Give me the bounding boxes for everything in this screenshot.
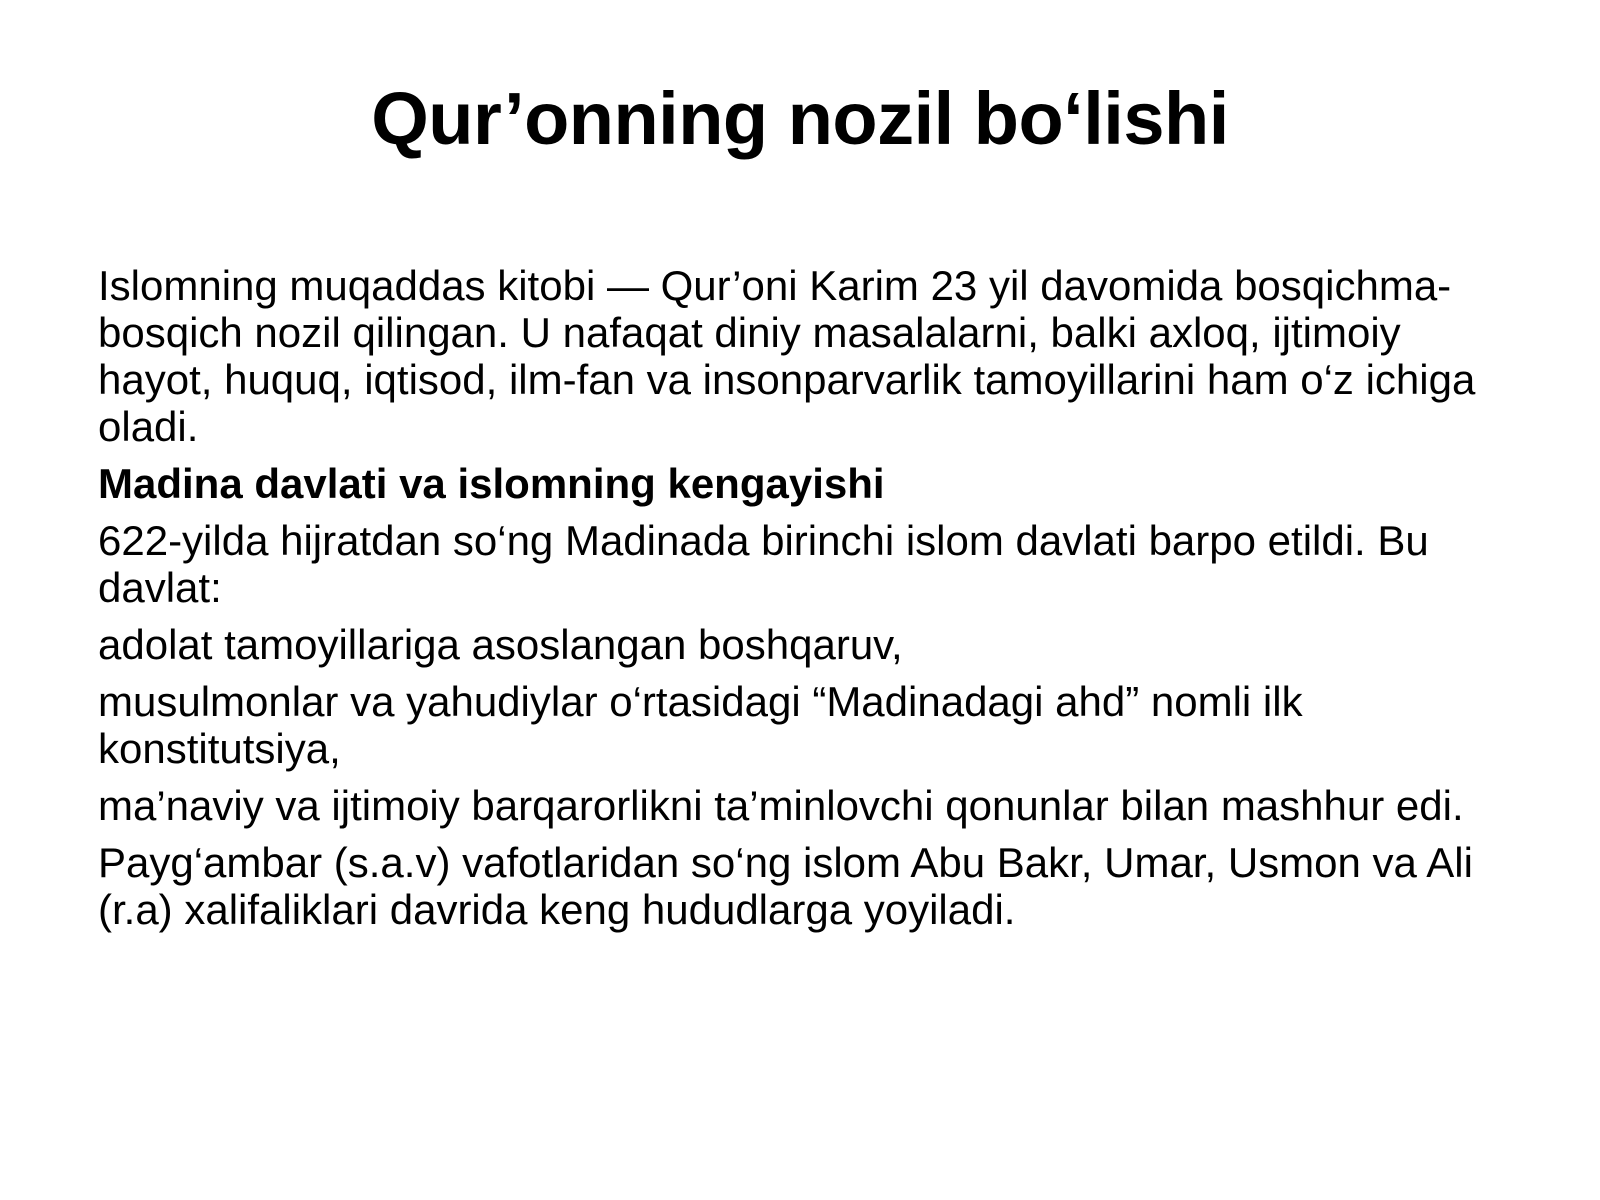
paragraph-caliphs: Payg‘ambar (s.a.v) vafotlaridan so‘ng islom Abu Bakr, Umar, Usmon va Ali (r.a) xalifaliklari davrida keng hududlarga yoyiladi. bbox=[98, 839, 1473, 933]
slide-title: Qur’onning nozil bo‘lishi bbox=[371, 77, 1229, 160]
paragraph-justice: adolat tamoyillariga asoslangan boshqaruv, bbox=[98, 621, 903, 668]
section-subheading: Madina davlati va islomning kengayishi bbox=[98, 460, 885, 507]
paragraph-intro: Islomning muqaddas kitobi — Qur’oni Karim 23 yil davomida bosqichma-bosqich nozil qilingan. U nafaqat diniy masalalarni, balki axloq, ijtimoiy hayot, huquq, iqtisod, ilm-fan va insonparvarlik tamoyillarini ham o‘z ichiga oladi. bbox=[98, 262, 1476, 450]
paragraph-constitution: musulmonlar va yahudiylar o‘rtasidagi “Madinadagi ahd” nomli ilk konstitutsiya, bbox=[98, 678, 1303, 772]
paragraph-hijrat: 622-yilda hijratdan so‘ng Madinada birinchi islom davlati barpo etildi. Bu davlat: bbox=[98, 517, 1429, 611]
paragraph-laws: ma’naviy va ijtimoiy barqarorlikni ta’minlovchi qonunlar bilan mashhur edi. bbox=[98, 782, 1464, 829]
slide-body bbox=[98, 262, 1518, 943]
